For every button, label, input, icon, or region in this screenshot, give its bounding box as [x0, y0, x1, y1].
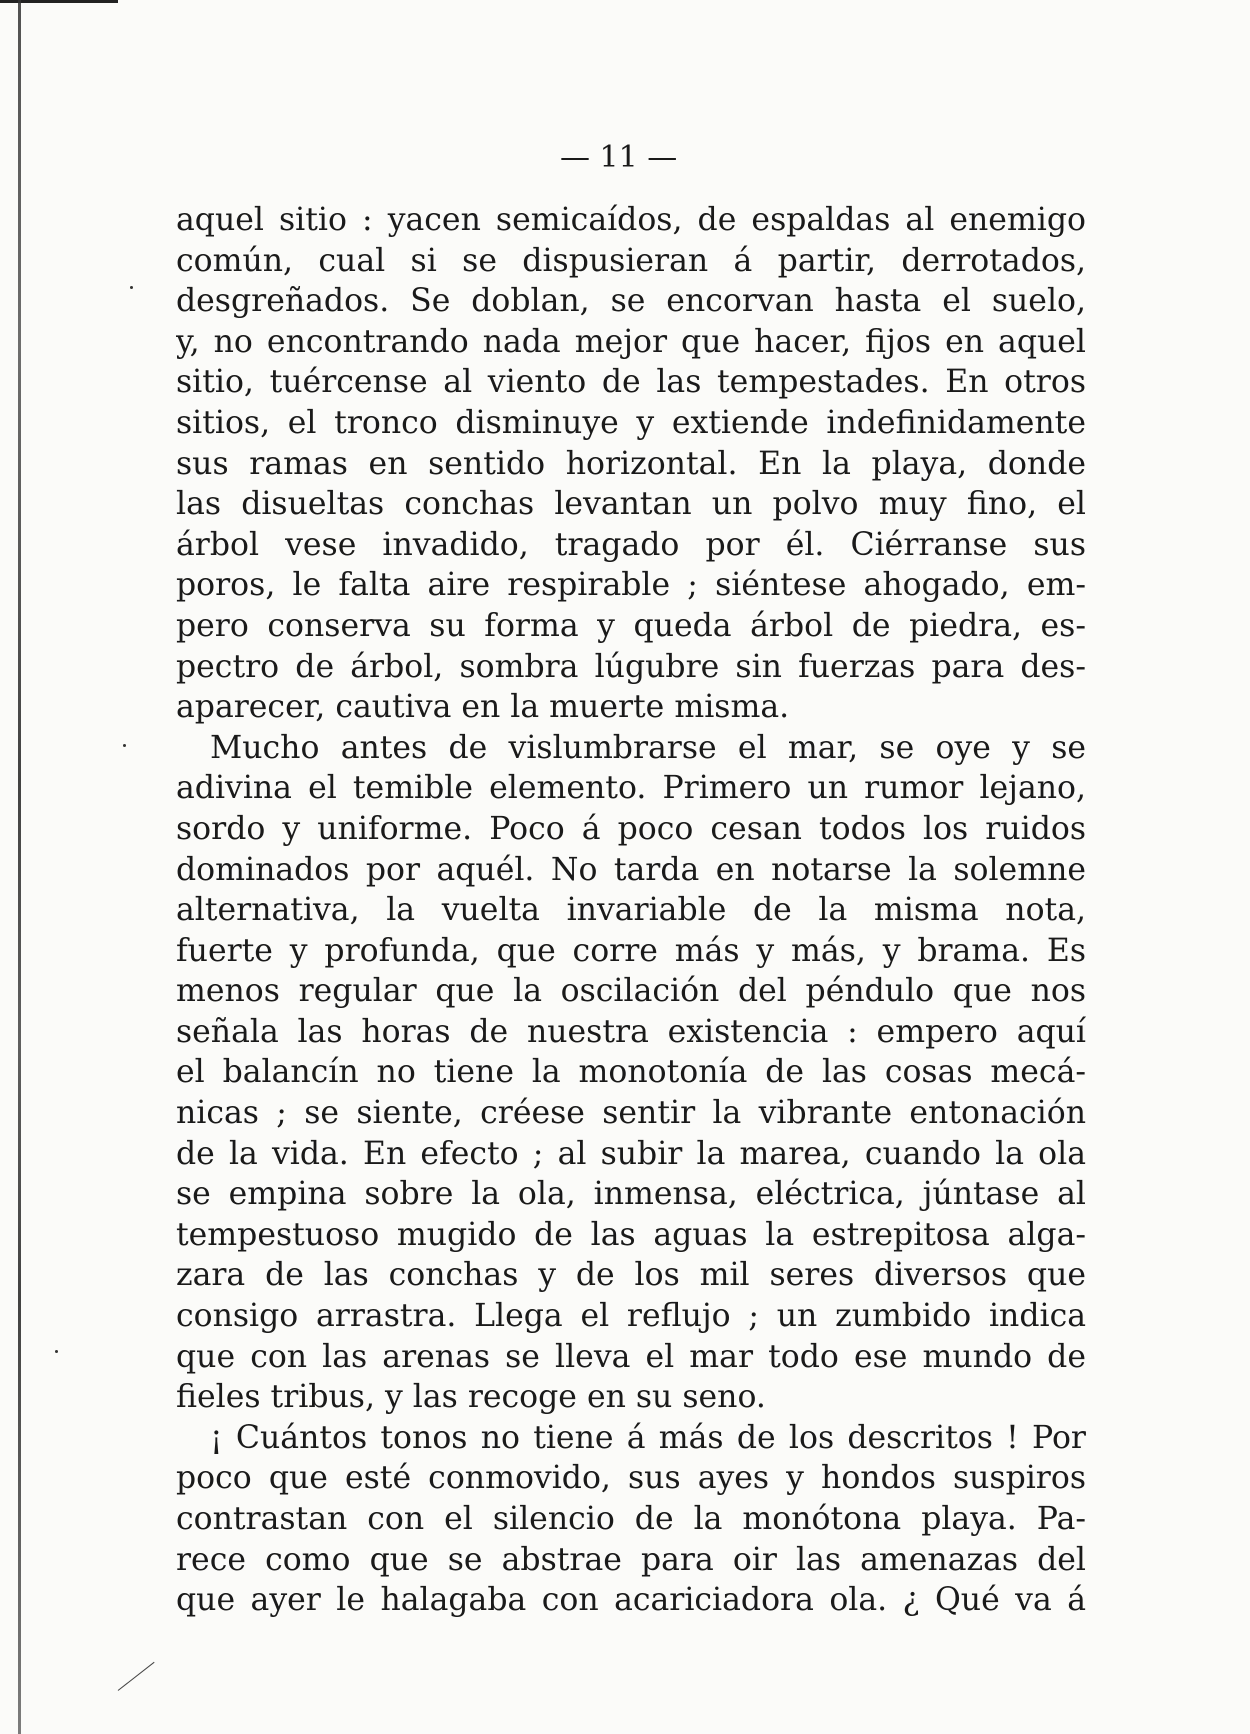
text-line: que con las arenas se lleva el mar todo ese mundo de — [176, 1338, 1086, 1375]
text-line: que ayer le halagaba con acariciadora ola. ¿ Qué va á — [176, 1582, 1086, 1619]
body-text — [176, 200, 1086, 1621]
text-line: desgreñados. Se doblan, se encorvan hasta el suelo, — [176, 283, 1086, 320]
text-line: contrastan con el silencio de la monótona playa. Pa- — [176, 1501, 1086, 1537]
text-line: el balancín no tiene la monotonía de las cosas mecá- — [176, 1054, 1086, 1091]
text-line: fuerte y profunda, que corre más y más, y brama. Es — [176, 932, 1086, 969]
text-line: tempestuoso mugido de las aguas la estrepitosa alga- — [176, 1216, 1086, 1253]
text-line: poros, le falta aire respirable ; siéntese ahogado, em- — [176, 567, 1086, 604]
text-line: Mucho antes de vislumbrarse el mar, se oye y se — [210, 729, 1086, 766]
ink-speck — [130, 286, 133, 289]
binding-edge — [18, 0, 21, 1734]
text-line: de la vida. En efecto ; al subir la marea, cuando la ola — [176, 1135, 1086, 1172]
text-line: dominados por aquél. No tarda en notarse la solemne — [176, 851, 1086, 888]
text-line: alternativa, la vuelta invariable de la misma nota, — [176, 892, 1086, 929]
text-line: poco que esté conmovido, sus ayes y hondos suspiros — [176, 1460, 1086, 1497]
text-line: señala las horas de nuestra existencia : empero aquí — [176, 1013, 1086, 1050]
text-line: adivina el temible elemento. Primero un rumor lejano, — [176, 770, 1086, 807]
text-line: se empina sobre la ola, inmensa, eléctrica, júntase al — [176, 1176, 1086, 1213]
text-line: zara de las conchas y de los mil seres diversos que — [176, 1257, 1086, 1294]
text-line: común, cual si se dispusieran á partir, derrotados, — [176, 242, 1086, 279]
text-line: sordo y uniforme. Poco á poco cesan todos los ruidos — [176, 810, 1086, 847]
text-line: ¡ Cuántos tonos no tiene á más de los descritos ! Por — [210, 1419, 1086, 1456]
text-line: fieles tribus, y las recoge en su seno. — [176, 1379, 766, 1416]
text-line: pero conserva su forma y queda árbol de piedra, es- — [176, 607, 1086, 644]
text-line: las disueltas conchas levantan un polvo muy fino, el — [176, 486, 1086, 523]
text-line: árbol vese invadido, tragado por él. Ciérranse sus — [176, 526, 1086, 563]
text-line: sitios, el tronco disminuye y extiende indefinidamente — [176, 404, 1086, 441]
ink-scratch — [118, 1662, 155, 1691]
text-line: aquel sitio : yacen semicaídos, de espaldas al enemigo — [176, 202, 1086, 238]
text-line: sus ramas en sentido horizontal. En la playa, donde — [176, 445, 1086, 482]
ink-speck — [123, 744, 126, 747]
text-line: sitio, tuércense al viento de las tempestades. En otros — [176, 364, 1086, 401]
ink-speck — [55, 1350, 58, 1353]
text-line: nicas ; se siente, créese sentir la vibrante entonación — [176, 1095, 1086, 1132]
text-line: rece como que se abstrae para oir las amenazas del — [176, 1541, 1086, 1578]
text-line: menos regular que la oscilación del péndulo que nos — [176, 973, 1086, 1010]
text-line: pectro de árbol, sombra lúgubre sin fuerzas para des- — [176, 648, 1086, 685]
text-line: aparecer, cautiva en la muerte misma. — [176, 689, 790, 726]
text-line: consigo arrastra. Llega el reflujo ; un zumbido indica — [176, 1298, 1086, 1335]
text-line: y, no encontrando nada mejor que hacer, fijos en aquel — [176, 323, 1086, 360]
page-number: — 11 — — [560, 140, 678, 175]
